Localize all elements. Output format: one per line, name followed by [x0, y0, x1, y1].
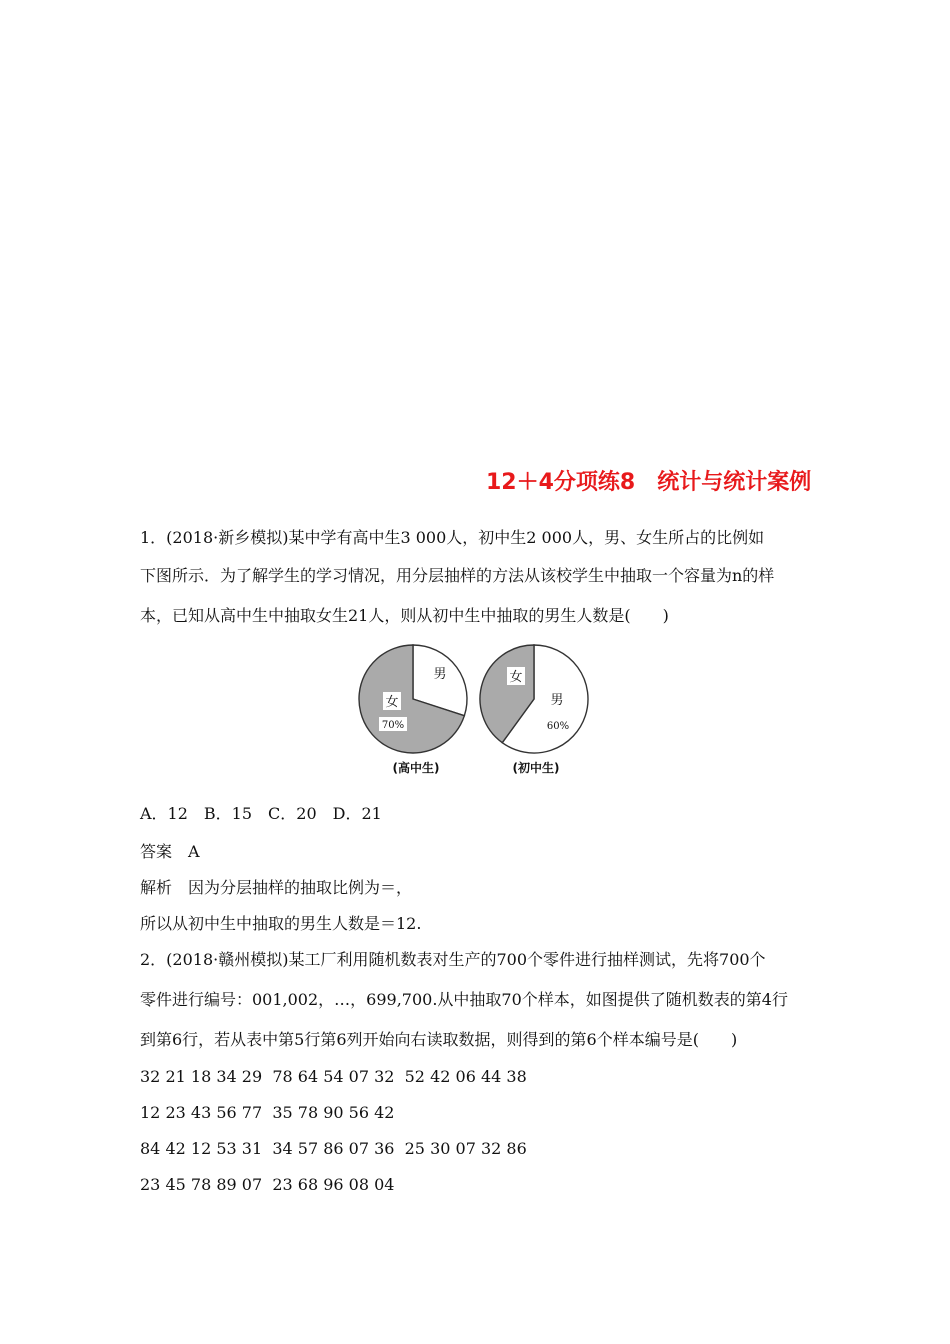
q1-analysis-2: 所以从初中生中抽取的男生人数是＝12.: [140, 914, 422, 933]
pie-1-data-label: 70%: [381, 720, 405, 731]
page-title: 12＋4分项练8 统计与统计案例: [486, 470, 812, 495]
q1-options: A．12 B．15 C．20 D．21: [140, 804, 382, 823]
pie-2-label-1: 女: [509, 670, 523, 685]
q1-line-1: 1．(2018·新乡模拟)某中学有高中生3 000人，初中生2 000人，男、女生所占的比例如: [140, 528, 765, 547]
q1-answer: 答案 A: [140, 842, 200, 861]
pie-1-label-2: 男: [433, 667, 447, 682]
pie-1-caption: (高中生): [392, 761, 440, 775]
random-table-row-5: 12 23 43 56 77 35 78 90 56 42: [140, 1103, 395, 1122]
pie-2-label-2: 男: [550, 693, 564, 708]
q2-line-2: 零件进行编号：001,002，…，699,700.从中抽取70个样本，如图提供了随机数表的第4行: [140, 990, 788, 1009]
q1-line-2: 下图所示．为了解学生的学习情况，用分层抽样的方法从该校学生中抽取一个容量为n的样: [140, 566, 775, 585]
random-table-row-6: 84 42 12 53 31 34 57 86 07 36 25 30 07 32 86: [140, 1139, 527, 1158]
pie-2-data-label: 60%: [546, 721, 570, 732]
pie-2-caption: (初中生): [512, 761, 560, 775]
pie-1-label-1: 女: [385, 695, 399, 710]
q2-line-3: 到第6行，若从表中第5行第6列开始向右读取数据，则得到的第6个样本编号是( ): [140, 1030, 738, 1049]
pie-charts-svg: [354, 640, 594, 780]
random-table-row-4: 32 21 18 34 29 78 64 54 07 32 52 42 06 44 38: [140, 1067, 527, 1086]
q2-line-1: 2．(2018·赣州模拟)某工厂利用随机数表对生产的700个零件进行抽样测试，先将700个: [140, 950, 766, 969]
q1-analysis-1: 解析 因为分层抽样的抽取比例为＝，: [140, 878, 413, 897]
q1-line-3: 本，已知从高中生中抽取女生21人，则从初中生中抽取的男生人数是( ): [140, 606, 669, 625]
pie-chart-figure: [354, 640, 594, 780]
random-table-row-7: 23 45 78 89 07 23 68 96 08 04: [140, 1175, 395, 1194]
